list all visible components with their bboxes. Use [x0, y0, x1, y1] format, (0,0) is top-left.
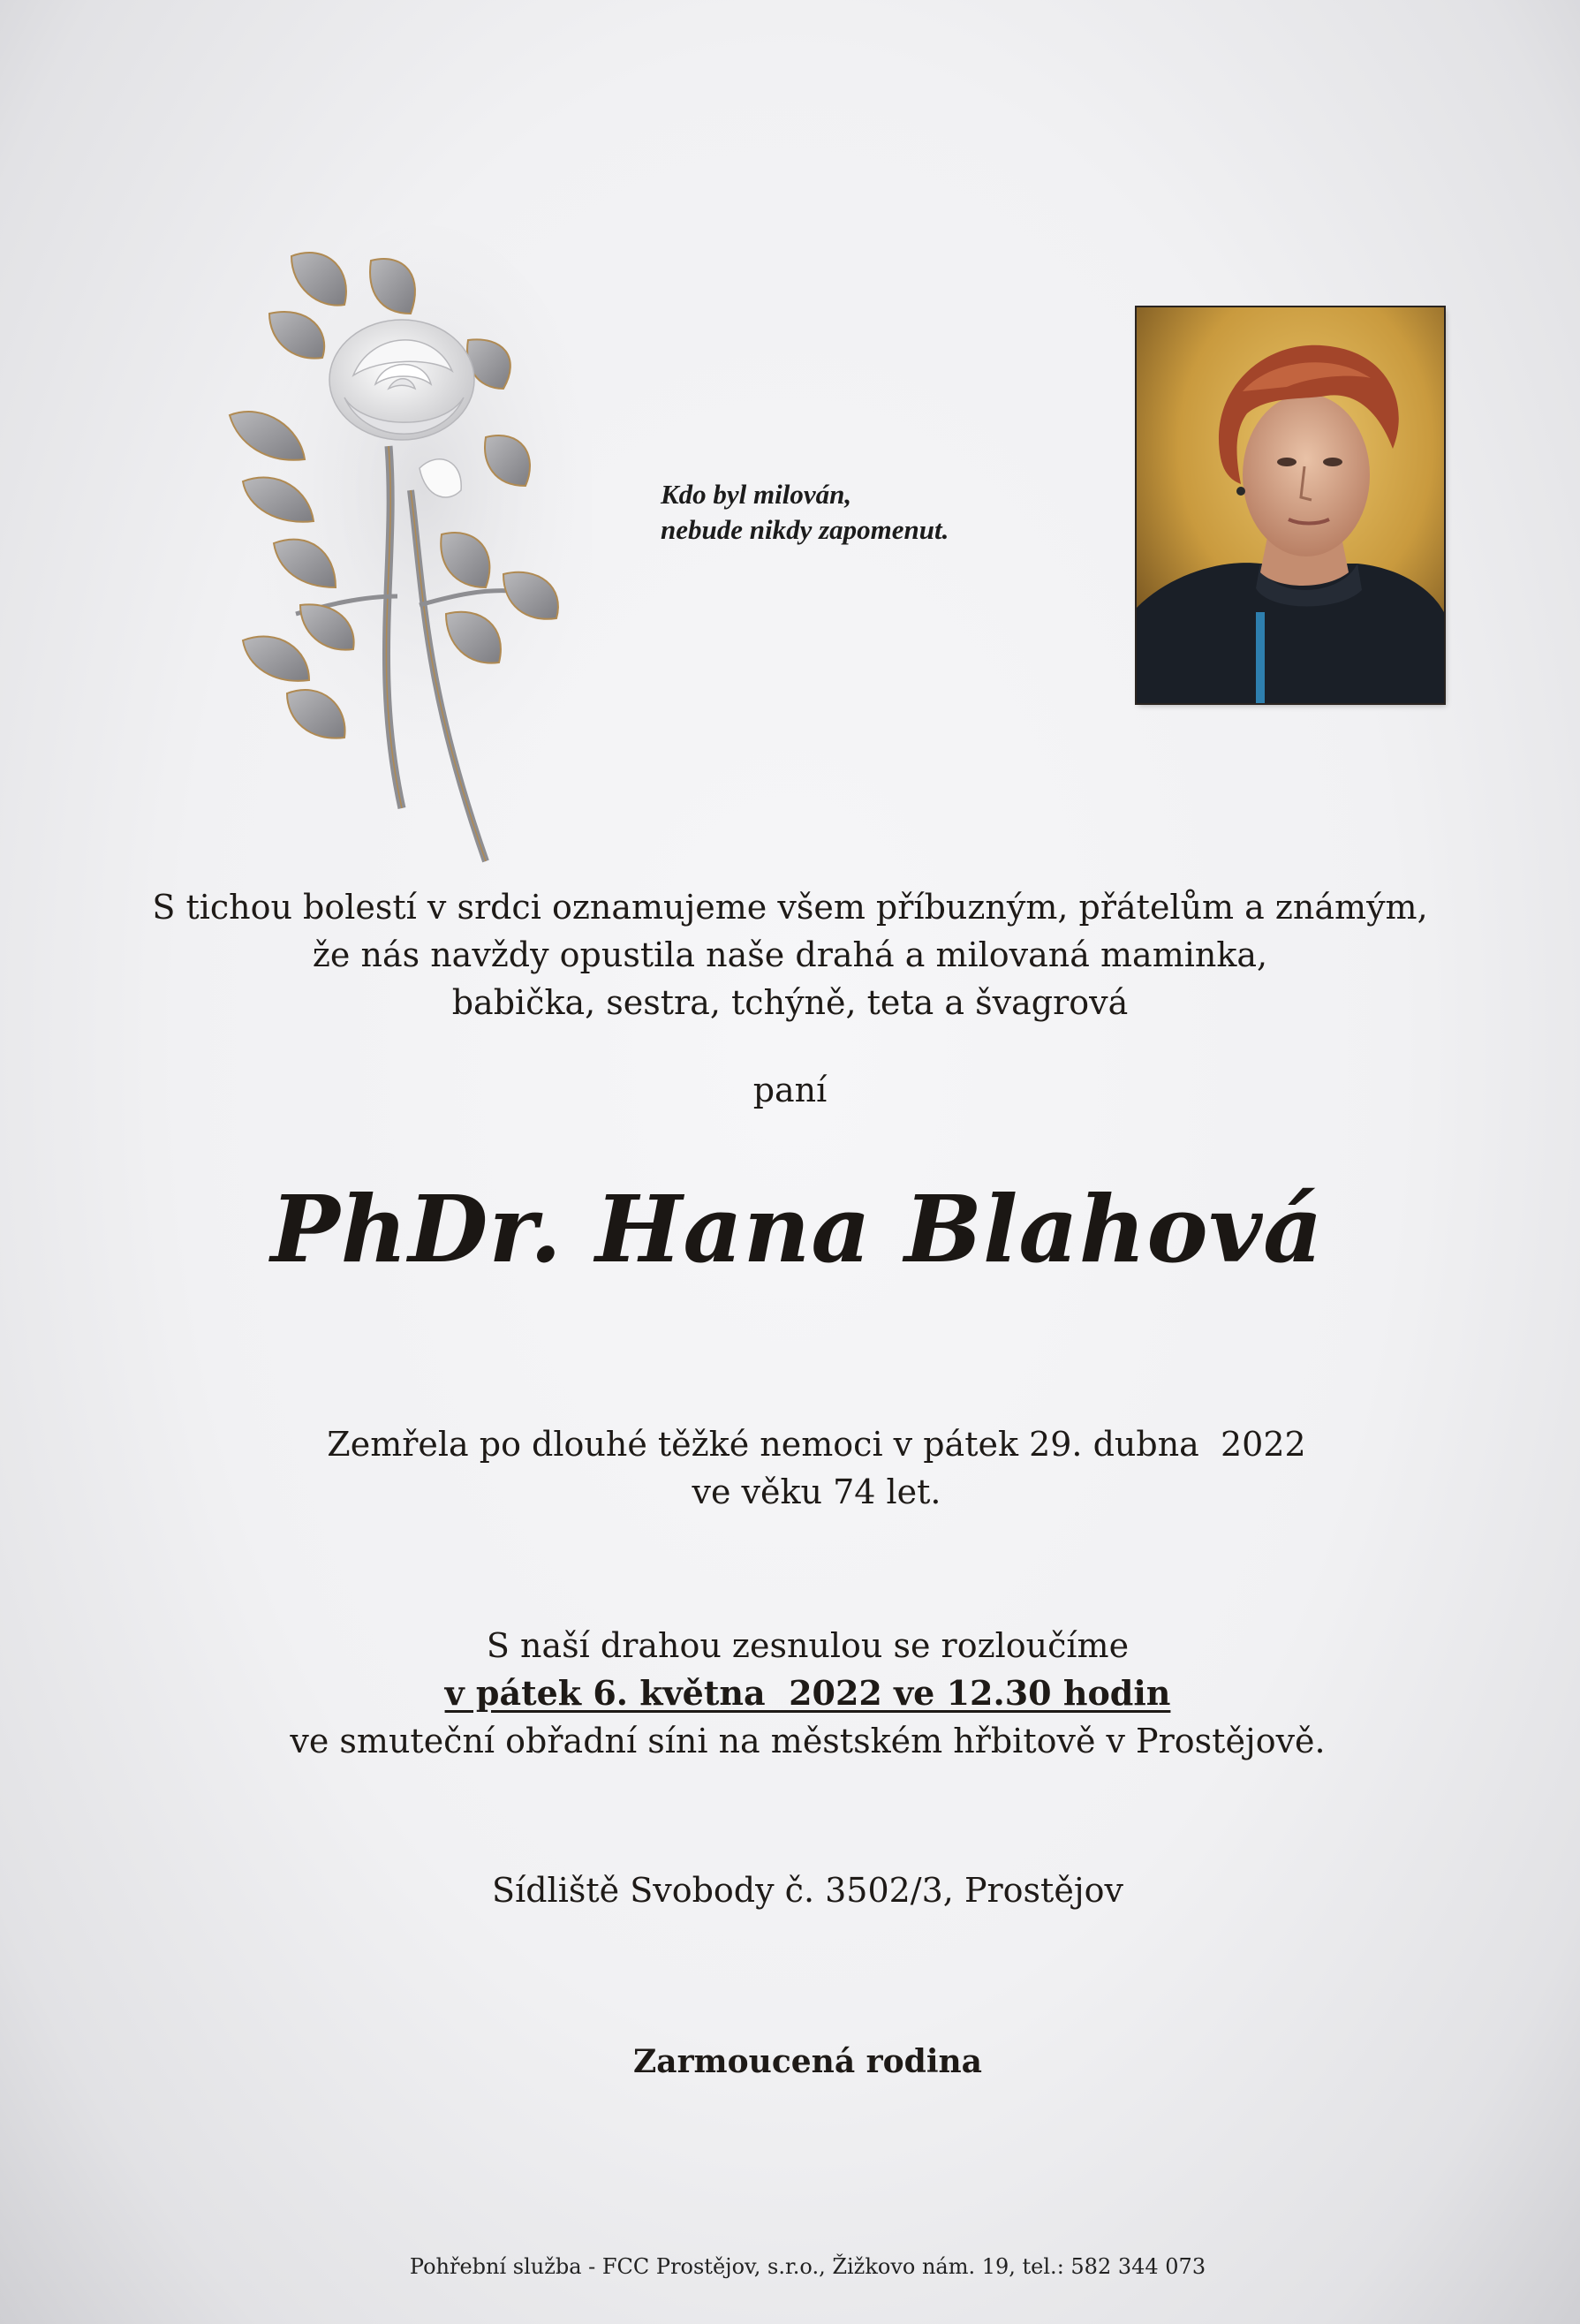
- motto: [661, 477, 949, 548]
- funeral-datetime: v pátek 6. května 2022 ve 12.30 hodin: [444, 1673, 1171, 1713]
- portrait-image: [1137, 307, 1444, 703]
- funeral-service-footer: Pohřební služba - FCC Prostějov, s.r.o., Žižkovo nám. 19, tel.: 582 344 073: [409, 2254, 1206, 2279]
- signature: Zarmoucená rodina: [632, 2043, 983, 2080]
- salutation: paní: [752, 1071, 828, 1109]
- announcement-line-3: babička, sestra, tchýně, teta a švagrová: [451, 983, 1129, 1022]
- death-notice: [26, 1420, 1580, 1516]
- death-date-line: Zemřela po dlouhé těžké nemoci v pátek 29. dubna 2022: [327, 1425, 1306, 1464]
- motto-line-2: nebude nikdy zapomenut.: [661, 514, 949, 545]
- announcement-line-1: S tichou bolestí v srdci oznamujeme všem příbuzným, přátelům a známým,: [152, 888, 1428, 927]
- announcement-line-2: že nás navždy opustila naše drahá a milovaná maminka,: [312, 935, 1268, 974]
- portrait-photo: [1137, 307, 1444, 703]
- deceased-name: PhDr. Hana Blahová: [270, 1175, 1324, 1283]
- rose-illustration: [221, 225, 592, 879]
- funeral-place-line: ve smuteční obřadní síni na městském hřbitově v Prostějově.: [290, 1722, 1326, 1760]
- motto-line-1: Kdo byl milován,: [661, 479, 852, 510]
- death-age-line: ve věku 74 let.: [692, 1472, 941, 1511]
- family-address: Sídliště Svobody č. 3502/3, Prostějov: [492, 1871, 1123, 1910]
- funeral-intro-line: S naší drahou zesnulou se rozloučíme: [486, 1626, 1130, 1665]
- announcement-text: [0, 883, 1580, 1026]
- funeral-info: [18, 1622, 1580, 1765]
